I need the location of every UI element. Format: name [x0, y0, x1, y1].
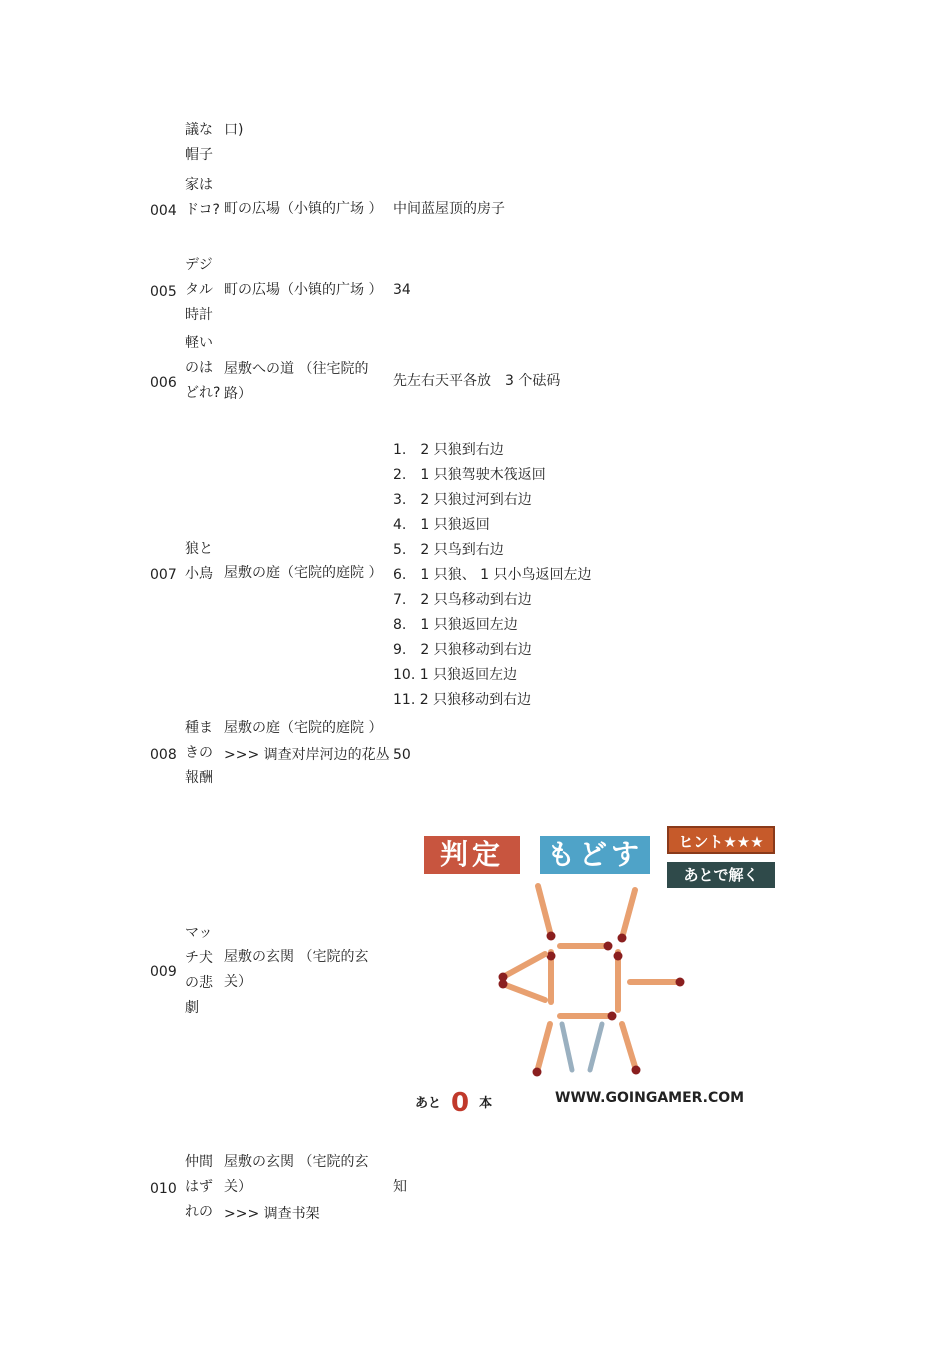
row-005-name: デジタル時計 [185, 257, 213, 323]
row-006-location: 屋敷への道 （往宅院的路） [224, 361, 369, 402]
matchstick-dog-figure [410, 820, 785, 1120]
solve-later-button: あとで解く [667, 862, 775, 888]
row-010-location-note: >>> 调查书架 [224, 1206, 320, 1222]
remaining-sticks [415, 1088, 492, 1118]
row-010-number: 010 [150, 1181, 177, 1197]
row-008-name: 種まきの報酬 [185, 720, 213, 786]
row-007-steps [393, 438, 592, 713]
judge-button: 判定 [424, 836, 520, 874]
row-007-location: 屋敷の庭（宅院的庭院 ） [224, 565, 383, 581]
row-005-location: 町の広場（小镇的广场 ） [224, 282, 383, 298]
row-006-name: 軽いのはどれ? [185, 335, 221, 401]
site-watermark: WWW.GOINGAMER.COM [555, 1090, 745, 1106]
row-009-number: 009 [150, 964, 177, 980]
row-009-name: マッチ犬の悲劇 [185, 925, 213, 1016]
step-item: 11. 2 只狼移动到右边 [393, 692, 532, 708]
remaining-prefix: あと [415, 1096, 442, 1111]
step-item: 2. 1 只狼驾驶木筏返回 [393, 467, 546, 483]
row-003-name: 議な帽子 [185, 122, 213, 163]
step-item: 10. 1 只狼返回左边 [393, 667, 518, 683]
puzzle-screenshot [410, 820, 785, 1120]
step-item: 7. 2 只鸟移动到右边 [393, 592, 532, 608]
row-007-number: 007 [150, 567, 177, 583]
row-003-location: 口) [224, 122, 244, 138]
row-004-location: 町の広場（小镇的广场 ） [224, 201, 383, 217]
hint-button: ヒント★★★ [667, 826, 775, 854]
step-item: 3. 2 只狼过河到右边 [393, 492, 532, 508]
row-010-answer: 知 [393, 1179, 407, 1195]
row-004-number: 004 [150, 203, 177, 219]
row-010-location: 屋敷の玄関 （宅院的玄关） [224, 1154, 369, 1195]
remaining-count: 0 [451, 1088, 470, 1118]
row-006-number: 006 [150, 375, 177, 391]
row-004-name: 家はドコ? [185, 177, 220, 218]
step-item: 9. 2 只狼移动到右边 [393, 642, 532, 658]
row-010-name: 仲間はずれの [185, 1154, 213, 1220]
row-008-location-note: >>> 调查对岸河边的花丛 [224, 747, 390, 763]
row-008-number: 008 [150, 747, 177, 763]
remaining-suffix: 本 [479, 1096, 493, 1111]
row-008-answer: 50 [393, 747, 411, 763]
row-009-location: 屋敷の玄関 （宅院的玄关） [224, 949, 369, 990]
row-008-location: 屋敷の庭（宅院的庭院 ） [224, 720, 383, 736]
row-004-answer: 中间蓝屋顶的房子 [393, 201, 505, 217]
row-007-name: 狼と小鳥 [185, 541, 213, 582]
row-005-answer: 34 [393, 282, 411, 298]
row-006-answer: 先左右天平各放 3 个砝码 [393, 373, 561, 389]
undo-button: もどす [540, 836, 650, 874]
step-item: 1. 2 只狼到右边 [393, 442, 504, 458]
step-item: 4. 1 只狼返回 [393, 517, 490, 533]
step-item: 8. 1 只狼返回左边 [393, 617, 518, 633]
step-item: 6. 1 只狼、 1 只小鸟返回左边 [393, 567, 592, 583]
row-005-number: 005 [150, 284, 177, 300]
step-item: 5. 2 只鸟到右边 [393, 542, 504, 558]
